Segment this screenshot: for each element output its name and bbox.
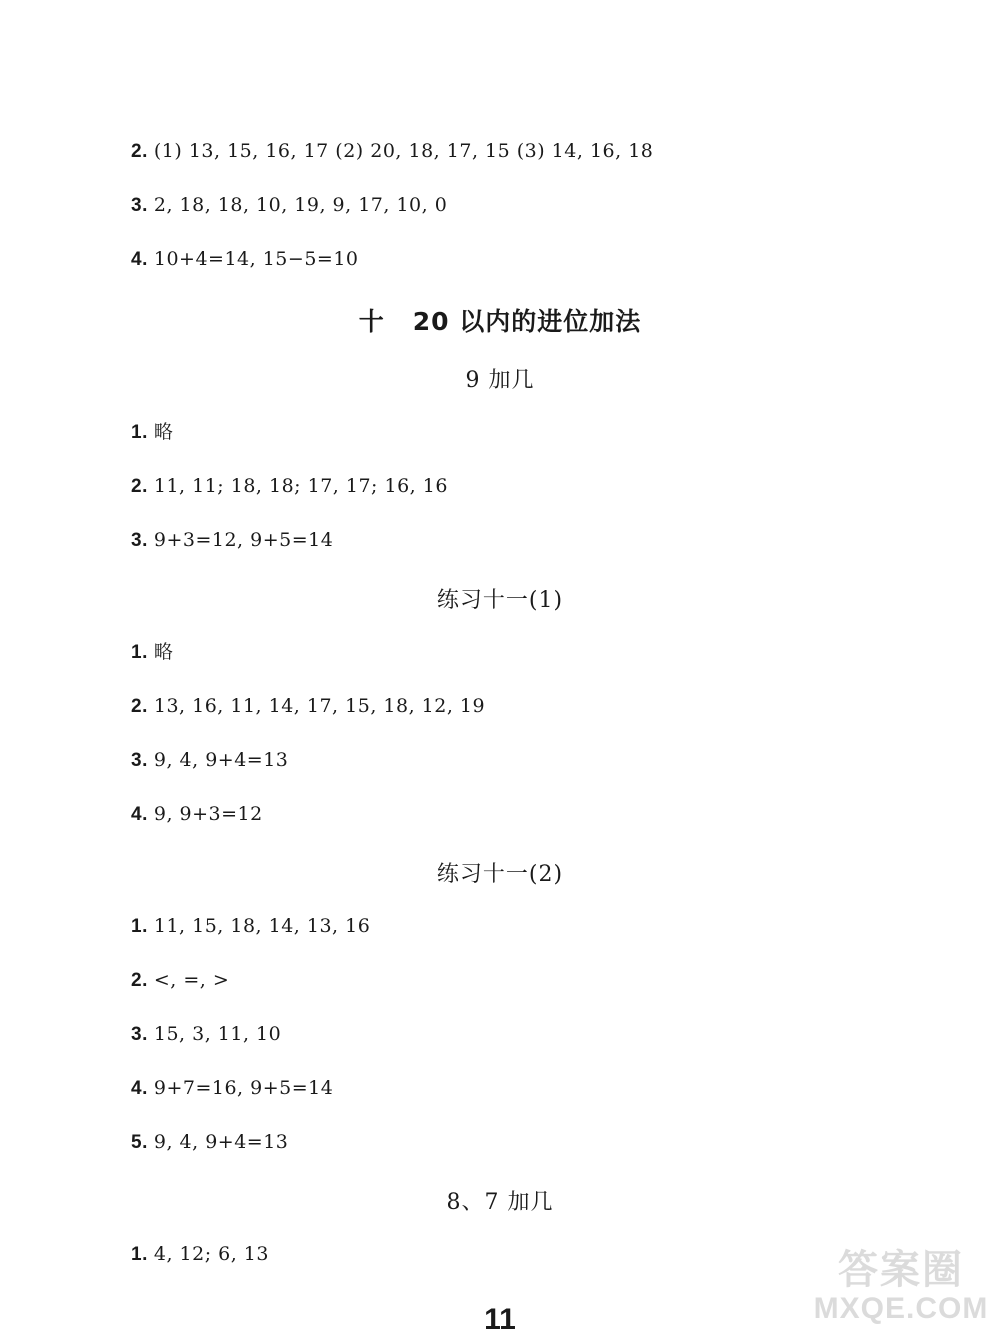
watermark-cn: 答案圈 [838, 1248, 964, 1292]
answer-number: 5. [131, 1132, 148, 1153]
answer-text: 略 [153, 421, 174, 443]
watermark-url: MXQE.COM [813, 1292, 989, 1325]
answer-line [131, 474, 448, 499]
chapter-name: 20 以内的进位加法 [412, 307, 642, 336]
answer-line [131, 694, 485, 719]
answer-text: 2, 18, 18, 10, 19, 9, 17, 10, 0 [153, 194, 448, 216]
answer-line [131, 640, 173, 665]
answer-line [131, 139, 653, 164]
answer-text: 11, 11; 18, 18; 17, 17; 16, 16 [153, 475, 448, 497]
answer-line [131, 1076, 333, 1101]
answer-number: 2. [131, 970, 148, 991]
answer-number: 1. [131, 642, 148, 663]
answer-number: 2. [131, 141, 148, 162]
answer-text: 9+7=16, 9+5=14 [153, 1077, 334, 1099]
answer-number: 4. [131, 249, 148, 270]
answer-number: 1. [131, 1244, 148, 1265]
answer-text: (1) 13, 15, 16, 17 (2) 20, 18, 17, 15 (3) 14, 16, 18 [153, 140, 654, 162]
answer-text: 10+4=14, 15−5=10 [153, 248, 359, 270]
answer-number: 2. [131, 476, 148, 497]
answer-line [131, 1130, 288, 1155]
answer-text: 11, 15, 18, 14, 13, 16 [153, 915, 371, 937]
answer-text: 9, 4, 9+4=13 [153, 1131, 289, 1153]
answer-number: 4. [131, 804, 148, 825]
answer-text: 9+3=12, 9+5=14 [153, 529, 334, 551]
answer-text: 9, 9+3=12 [153, 803, 263, 825]
answer-text: 略 [153, 641, 174, 663]
answer-text: 9, 4, 9+4=13 [153, 749, 289, 771]
answer-line [131, 247, 359, 272]
answer-line [131, 1022, 281, 1047]
section-title: 练习十一(1) [436, 588, 564, 613]
answer-number: 2. [131, 696, 148, 717]
answer-line [131, 193, 447, 218]
answer-line [131, 914, 370, 939]
answer-number: 1. [131, 422, 148, 443]
answer-text: 15, 3, 11, 10 [153, 1023, 282, 1045]
answer-number: 1. [131, 916, 148, 937]
chapter-number: 十 [358, 307, 385, 336]
answer-line [131, 420, 173, 445]
answer-line [131, 802, 263, 827]
answer-number: 4. [131, 1078, 148, 1099]
answer-number: 3. [131, 195, 148, 216]
answer-line [131, 1242, 269, 1267]
answer-text: 4, 12; 6, 13 [153, 1243, 269, 1265]
answer-number: 3. [131, 530, 148, 551]
chapter-title [0, 302, 1000, 338]
answer-line [131, 748, 288, 773]
answer-text: 13, 16, 11, 14, 17, 15, 18, 12, 19 [153, 695, 486, 717]
section-title: 8、7 加几 [446, 1190, 554, 1215]
answer-number: 3. [131, 750, 148, 771]
answer-line [131, 968, 229, 993]
answer-text: <, =, > [153, 969, 230, 991]
page-number: 11 [484, 1303, 516, 1336]
section-title: 练习十一(2) [436, 862, 564, 887]
answer-line [131, 528, 333, 553]
answer-number: 3. [131, 1024, 148, 1045]
section-title: 9 加几 [465, 368, 535, 393]
watermark-logo [808, 1236, 994, 1326]
